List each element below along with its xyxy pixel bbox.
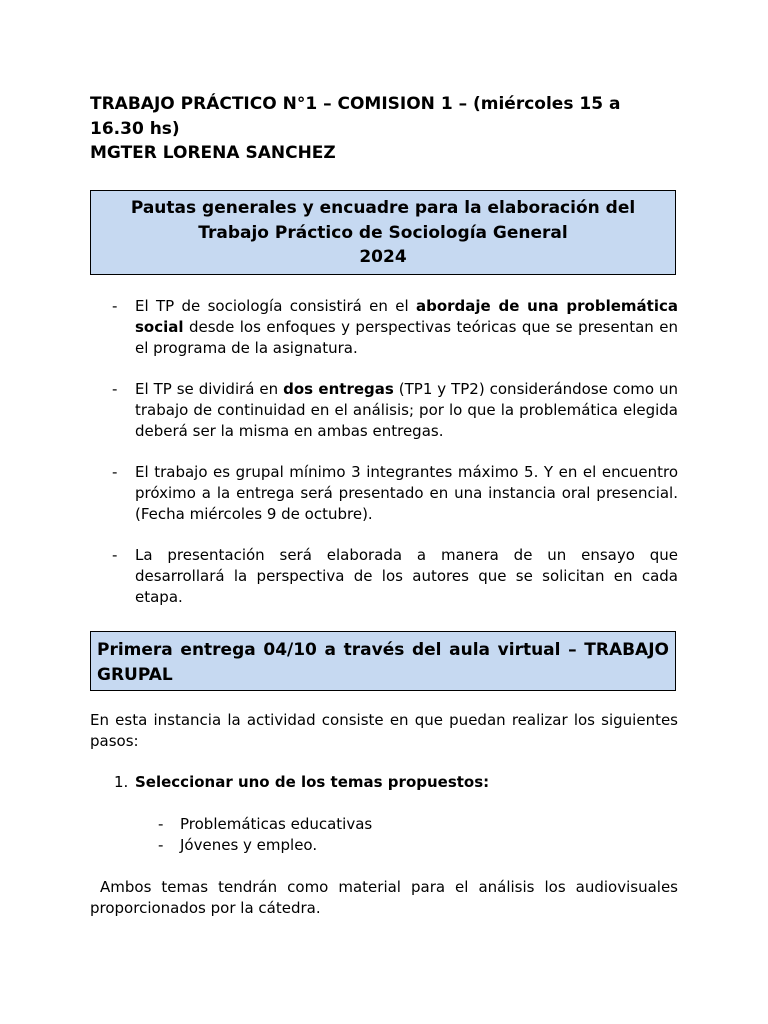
item-emphasis: dos entregas — [283, 380, 394, 398]
heading-year: 2024 — [359, 247, 407, 267]
heading-line: Pautas generales y encuadre para la elaboración del — [130, 198, 636, 218]
topic-text: Problemáticas educativas — [180, 815, 373, 833]
title-line: TRABAJO PRÁCTICO N°1 – COMISION 1 – (miércoles 15 a — [90, 94, 621, 114]
list-item — [90, 814, 678, 835]
item-emphasis: abordaje de una problemática social — [135, 297, 678, 336]
list-item — [90, 379, 678, 442]
list-item — [90, 545, 678, 608]
item-text: desde los enfoques y perspectivas teóricas que se presentan en el programa de la asignatura. — [135, 318, 678, 357]
first-delivery-box: Primera entrega 04/10 a través del aula virtual – TRABAJO GRUPAL — [90, 631, 676, 691]
list-item — [90, 296, 678, 359]
guidelines-list — [90, 296, 678, 628]
intro-paragraph: En esta instancia la actividad consiste en que puedan realizar los siguientes pasos: — [90, 711, 678, 750]
bullet-dash: - — [158, 836, 164, 854]
item-text: La presentación será elaborada a manera de un ensayo que desarrollará la perspectiva de los autores que se solicitan en cada etapa. — [135, 546, 678, 606]
heading-line: Trabajo Práctico de Sociología General — [198, 222, 568, 243]
closing-paragraph: Ambos temas tendrán como material para el análisis los audiovisuales proporcionados por la cátedra. — [90, 878, 678, 917]
topics-list — [90, 814, 678, 856]
item-text: El TP se dividirá en — [135, 380, 284, 398]
guidelines-heading-box — [90, 190, 676, 275]
step-text: Seleccionar uno de los temas propuestos: — [135, 773, 490, 791]
bullet-dash: - — [112, 463, 118, 481]
title-line: 16.30 hs) — [90, 118, 180, 139]
bullet-dash: - — [112, 546, 118, 564]
list-item — [90, 462, 678, 525]
item-text: El trabajo es grupal mínimo 3 integrantes máximo 5. Y en el encuentro próximo a la entrega será presentado en una instancia oral presencial. (Fecha miércoles 9 de octubre). — [135, 463, 678, 523]
bullet-dash: - — [112, 297, 118, 315]
list-item — [90, 835, 678, 856]
bullet-dash: - — [112, 380, 118, 398]
item-text: El TP de sociología consistirá en el — [135, 297, 416, 315]
bullet-dash: - — [158, 815, 164, 833]
item-text: (TP1 y TP2) considerándose como un trabajo de continuidad en el análisis; por lo que la problemática elegida deberá ser la misma en ambas entregas. — [135, 380, 678, 440]
topic-text: Jóvenes y empleo. — [180, 836, 318, 854]
document-title — [90, 92, 678, 166]
step-number: 1. — [114, 773, 129, 791]
professor-name: MGTER LORENA SANCHEZ — [90, 143, 336, 163]
